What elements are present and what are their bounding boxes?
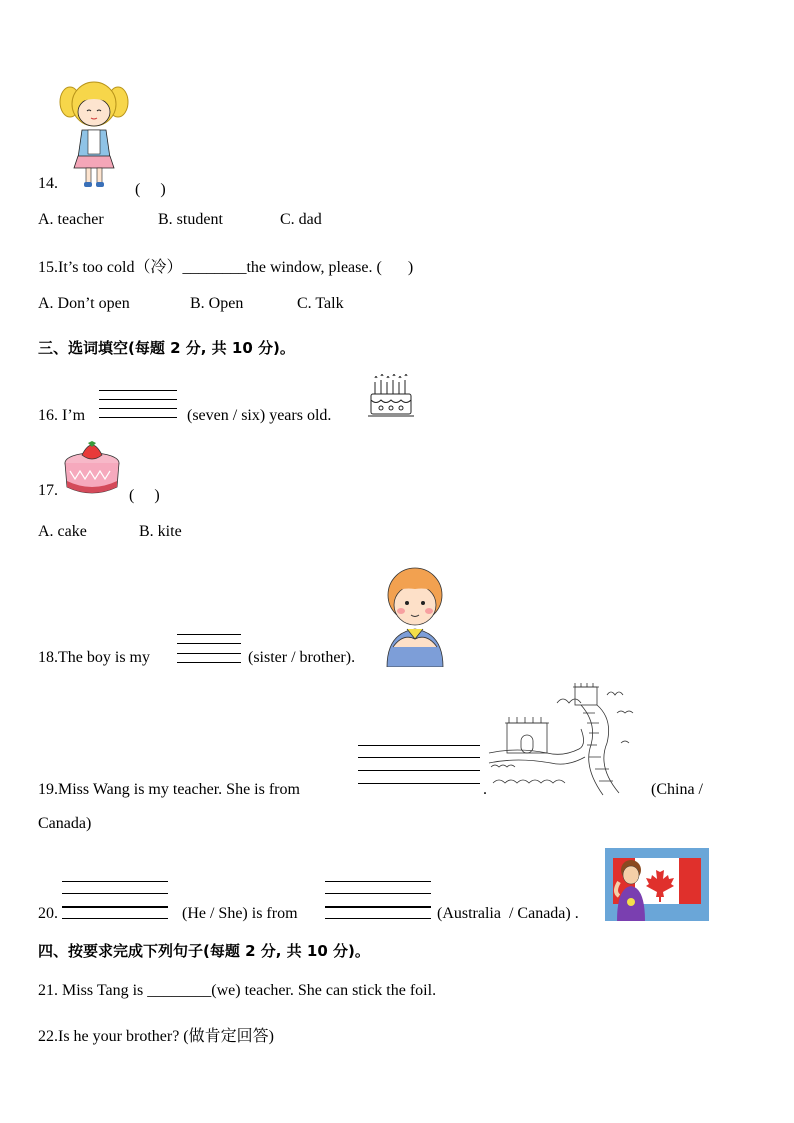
question-20-suffix: (Australia / Canada) . [437,905,579,922]
birthday-cake-picture [367,374,414,420]
q18-answer-line [177,634,241,635]
q20-answer-line [325,906,431,908]
question-18-prefix: 18.The boy is my [38,649,150,666]
q18-answer-line [177,662,241,663]
q20-answer-line [325,918,431,919]
q20-answer-line [325,881,431,882]
canada-flag-boy-picture [605,848,709,921]
question-15-stem [38,254,413,277]
question-16-prefix: 16. I’m [38,407,86,424]
q19-answer-line [358,757,480,758]
question-17-option-a: A. cake [38,523,87,540]
question-15-stem-close: ) [407,259,414,276]
q16-answer-line [99,390,177,391]
question-17-answer-bracket: ( ) [129,487,160,504]
q19-answer-line [358,770,480,771]
question-19-dot: . [483,781,487,798]
q20-answer-line [62,893,168,894]
question-20-middle: (He / She) is from [182,905,298,922]
q19-answer-line [358,783,480,784]
question-14-option-c: C. dad [280,211,322,228]
question-17-option-b: B. kite [139,523,182,540]
q20-answer-line [62,881,168,882]
q20-answer-line [62,918,168,919]
question-18-suffix: (sister / brother). [248,649,356,666]
question-15-stem-text: 15.It’s too cold（冷）________the window, please. ( [38,259,382,276]
q20-answer-line [325,893,431,894]
question-19-choice-a: (China / [651,781,703,798]
girl-picture [58,78,130,194]
question-14-option-b: B. student [158,211,223,228]
question-15-option-c: C. Talk [297,295,344,312]
q18-answer-line [177,643,241,644]
q19-answer-line [358,745,480,746]
question-21: 21. Miss Tang is ________(we) teacher. She can stick the foil. [38,982,437,999]
question-14-number: 14. [38,175,58,192]
question-15-option-b: B. Open [190,295,244,312]
question-19-prefix: 19.Miss Wang is my teacher. She is from [38,781,300,798]
question-19-choice-b: Canada) [38,815,92,832]
question-22: 22.Is he your brother? (做肯定回答) [38,1028,274,1045]
boy-picture [379,563,451,667]
q16-answer-line [99,399,177,400]
q18-answer-line [177,653,241,654]
q20-answer-line [62,906,168,908]
q16-answer-line [99,408,177,409]
q16-answer-line [99,417,177,418]
strawberry-cake-picture [62,437,122,499]
question-17-number: 17. [38,482,58,499]
section-3-heading: 三、选词填空(每题 2 分, 共 10 分)。 [38,339,295,357]
question-20-number: 20. [38,905,58,922]
question-14-answer-bracket: ( ) [135,181,166,198]
great-wall-picture [487,683,635,800]
section-4-heading: 四、按要求完成下列句子(每题 2 分, 共 10 分)。 [38,942,370,960]
question-15-option-a: A. Don’t open [38,295,130,312]
question-14-option-a: A. teacher [38,211,104,228]
question-16-suffix: (seven / six) years old. [187,407,332,424]
